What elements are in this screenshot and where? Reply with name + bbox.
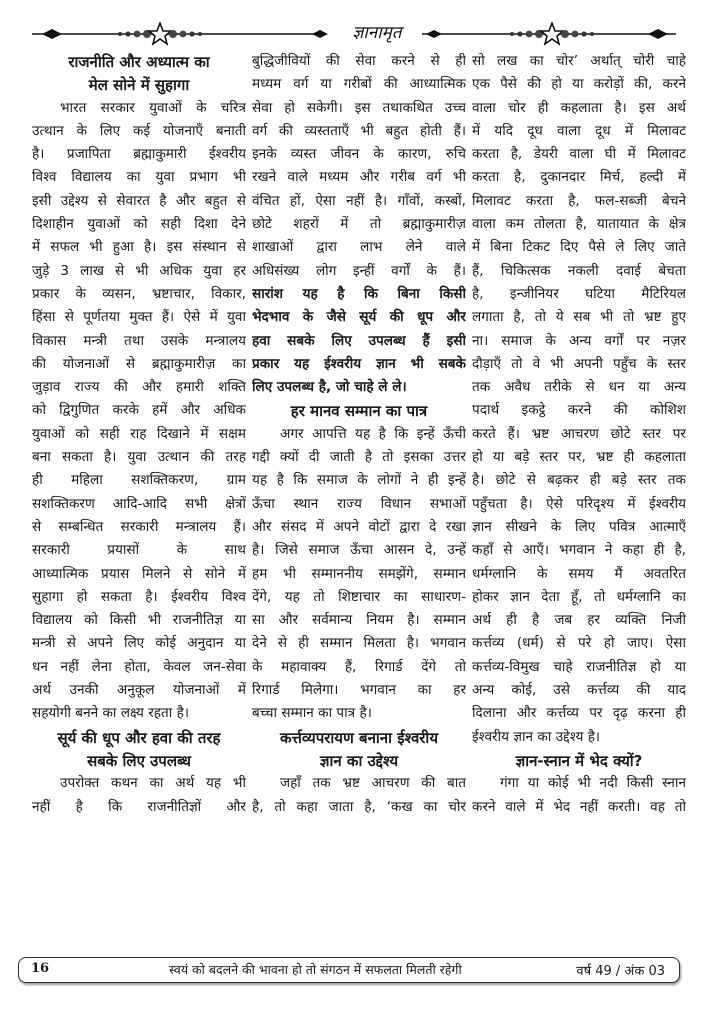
text-line: हिंसा से पूर्णतया मुक्त हैं। ऐसे में युवा <box>32 309 246 326</box>
text-line: भेदभाव के जैसे सूर्य की धूप और <box>252 309 466 326</box>
paragraph-start-line: उपरोक्त कथन का अर्थ यह भी <box>60 775 246 792</box>
section-heading: राजनीति और अध्यात्म का <box>68 53 210 71</box>
text-line: सा और सर्वमान्य नियम है। सम्मान <box>252 612 466 629</box>
text-line: सुहागा हो सकता है। ईश्वरीय विश्व <box>32 588 246 605</box>
column-1 <box>32 50 246 819</box>
text-line: छोटे शहरों में तो ब्रह्माकुमारीज़ <box>252 216 466 233</box>
text-line: ही महिला सशक्तिकरण, ग्राम <box>32 472 246 489</box>
text-line: होकर ज्ञान देता हूँ, तो धर्मग्लानि का <box>472 588 686 605</box>
page-number: 16 <box>31 961 50 976</box>
paragraph-start-line: भारत सरकार युवाओं के चरित्र <box>60 99 246 116</box>
text-line: है, तो कहा जाता है, ‘कख का चोर <box>252 798 466 815</box>
text-line: मिलावट करता है, फल-सब्जी बेचने <box>472 192 686 209</box>
text-line: ना। समाज के अन्य वर्गों पर नज़र <box>472 332 686 349</box>
text-line: विद्यालय को किसी भी राजनीतिज्ञ या <box>32 612 246 629</box>
text-line: के महावाक्य हैं, रिगार्ड देंगे तो <box>252 658 466 675</box>
text-line: करने वाले में भेद नहीं करती। वह तो <box>472 798 686 815</box>
text-line: ईश्वरीय ज्ञान का उद्देश्य है। <box>472 728 601 745</box>
column-2 <box>252 50 466 819</box>
text-line: कर्त्तव्य (धर्म) से परे हो जाए। ऐसा <box>472 635 686 652</box>
text-line: सो लख का चोर’ अर्थात् चोरी चाहे <box>472 53 686 69</box>
text-line: करते हैं। भ्रष्ट आचरण छोटे स्तर पर <box>472 425 686 442</box>
text-line: सारांश यह है कि बिना किसी <box>252 285 466 302</box>
text-line: नहीं है कि राजनीतिज्ञों और <box>32 798 246 815</box>
text-line: अर्थ उनकी अनुकूल योजनाओं में <box>32 682 246 699</box>
text-line: है। छोटे से बढ़कर ही बड़े स्तर तक <box>472 472 686 489</box>
text-line: पहुँचता है। ऐसे परिदृश्य में ईश्वरीय <box>472 495 686 512</box>
text-line: दिलाना और कर्त्तव्य पर दृढ़ करना ही <box>472 705 686 722</box>
text-line: से सम्बन्धित सरकारी मन्त्रालय हैं। <box>32 518 246 535</box>
text-line: में यदि दूध वाला दूध में मिलावट <box>472 122 686 139</box>
text-line: प्रकार के व्यसन, भ्रष्टाचार, विकार, <box>32 285 246 302</box>
text-line: आध्यात्मिक प्रयास मिलने से सोने में <box>32 565 246 582</box>
text-line: करता है, दुकानदार मिर्च, हल्दी में <box>472 169 686 186</box>
text-line: है। जिसे समाज ऊँचा आसन दे, उन्हें <box>252 542 466 559</box>
text-line: करता है, डेयरी वाला घी में मिलावट <box>472 146 686 163</box>
text-line: में सफल भी हुआ है। इस संस्थान से <box>32 239 246 256</box>
section-heading: मेल सोने में सुहागा <box>88 76 190 95</box>
text-line: हैं, चिकित्सक नकली दवाई बेचता <box>472 262 686 279</box>
section-heading: कर्त्तव्यपरायण बनाना ईश्वरीय <box>279 728 439 747</box>
text-line: अन्य कोई, उसे कर्त्तव्य की याद <box>472 682 686 699</box>
text-line: उत्थान के लिए कई योजनाएँ बनाती <box>32 122 246 139</box>
footer-tagline: स्वयं को बदलने की भावना हो तो संगठन में सफलता मिलती रहेगी <box>169 962 462 977</box>
text-line: विश्व विद्यालय का युवा प्रभाग भी <box>32 169 246 186</box>
diamond-icon <box>312 30 328 38</box>
text-line: रिगार्ड मिलेगा। भगवान का हर <box>252 682 466 699</box>
magazine-title: ज्ञानामृत <box>336 22 418 44</box>
text-line: वाला चोर ही कहलाता है। इस अर्थ <box>472 99 686 116</box>
diamond-icon <box>426 30 442 38</box>
text-line: और संसद में अपने वोटों द्वारा दे रखा <box>252 518 466 535</box>
text-line: सेवा हो सकेगी। इस तथाकथित उच्च <box>252 99 466 116</box>
text-line: अधिसंख्य लोग इन्हीं वर्गों के हैं। <box>252 262 466 279</box>
text-line: लिए उपलब्ध है, जो चाहे ले ले। <box>252 379 407 396</box>
text-line: जुड़ाव राज्य की और हमारी शक्ति <box>32 379 246 396</box>
page-header <box>20 22 686 46</box>
text-line: युवाओं को सही राह दिखाने में सक्षम <box>32 425 246 442</box>
text-line: की योजनाओं से ब्रह्माकुमारीज़ का <box>32 355 246 372</box>
section-heading: ज्ञान का उद्देश्य <box>319 751 399 770</box>
column-3 <box>472 50 686 819</box>
text-line: लगाता है, तो ये सब भी तो भ्रष्ट हुए <box>472 309 686 326</box>
text-line: हम भी सम्माननीय समझेंगे, सम्मान <box>252 565 466 582</box>
text-line: वंचित हों, ऐसा नहीं है। गाँवों, कस्बों, <box>252 192 466 209</box>
text-line: तक अवैध तरीके से धन या अन्य <box>472 379 686 396</box>
text-line: इनके व्यस्त जीवन के कारण, रुचि <box>252 146 466 163</box>
text-line: है। प्रजापिता ब्रह्माकुमारी ईश्वरीय <box>32 146 246 163</box>
text-line: सरकारी प्रयासों के साथ <box>32 542 246 559</box>
section-heading: हर मानव सम्मान का पात्र <box>290 402 428 421</box>
text-line: कहाँ से आएँ। भगवान ने कहा ही है, <box>472 542 686 559</box>
text-line: हो या बड़े स्तर पर, भ्रष्ट ही कहलाता <box>472 449 686 466</box>
text-line: एक पैसे की हो या करोड़ों की, करने <box>472 76 686 93</box>
text-line: है, इन्जीनियर घटिया मैटिरियल <box>472 285 686 302</box>
text-line: सशक्तिकरण आदि-आदि सभी क्षेत्रों <box>32 495 246 512</box>
text-line: दौड़ाएँ तो वे भी अपनी पहुँच के स्तर <box>472 355 686 372</box>
diamond-icon <box>648 29 668 39</box>
text-line: मन्त्री से अपने लिए कोई अनुदान या <box>32 635 246 652</box>
section-heading: सूर्य की धूप और हवा की तरह <box>57 728 221 747</box>
section-heading: सबके लिए उपलब्ध <box>87 751 191 770</box>
text-line: रखने वाले मध्यम और गरीब वर्ग भी <box>252 169 466 186</box>
text-line: वाला कम तोलता है, यातायात के क्षेत्र <box>472 216 686 233</box>
text-line: मध्यम वर्ग या गरीबों की आध्यात्मिक <box>252 76 466 93</box>
text-line: देने से ही सम्मान मिलता है। भगवान <box>252 635 466 652</box>
text-line: दिशाहीन युवाओं को सही दिशा देने <box>32 216 246 233</box>
text-line: ज्ञान सीखने के लिए पवित्र आत्माएँ <box>472 518 686 535</box>
text-line: विकास मन्त्री तथा उसके मन्त्रालय <box>32 332 246 349</box>
text-line: यह है कि समाज के लोगों ने ही इन्हें <box>252 472 466 489</box>
text-line: प्रकार यह ईश्वरीय ज्ञान भी सबके <box>252 355 466 372</box>
text-line: धर्मग्लानि के समय मैं अवतरित <box>472 565 686 582</box>
text-line: हवा सबके लिए उपलब्ध हैं इसी <box>252 332 466 349</box>
paragraph-start-line: जहाँ तक भ्रष्ट आचरण की बात <box>280 775 466 792</box>
text-line: गद्दी क्यों दी जाती है तो इसका उत्तर <box>252 449 466 466</box>
text-line: वर्ग की व्यस्तताएँ भी बहुत होती हैं। <box>252 122 466 139</box>
diamond-icon <box>42 29 62 39</box>
paragraph-start-line: अगर आपत्ति यह है कि इन्हें ऊँची <box>280 425 466 442</box>
text-line: देंगे, यह तो शिष्टाचार का साधारण- <box>252 588 466 605</box>
page-footer <box>18 957 680 983</box>
text-line: बुद्धिजीवियों की सेवा करने से ही <box>252 53 466 69</box>
text-line: बच्चा सम्मान का पात्र है। <box>252 705 372 722</box>
text-line: में बिना टिकट दिए पैसे ले लिए जाते <box>472 239 686 256</box>
text-line: अर्थ ही है जब हर व्यक्ति निजी <box>472 612 686 629</box>
text-line: धन नहीं लेना होता, केवल जन-सेवा <box>32 658 246 675</box>
issue-info: वर्ष 49 / अंक 03 <box>576 964 665 979</box>
section-heading: ज्ञान-स्नान में भेद क्यों? <box>515 751 643 770</box>
text-line: को द्विगुणित करके हमें और अधिक <box>32 402 246 419</box>
text-line: इसी उद्देश्य से सेवारत है और बहुत से <box>32 192 246 209</box>
text-line: पदार्थ इकट्ठे करने की कोशिश <box>472 402 686 419</box>
text-line: ऊँचा स्थान राज्य विधान सभाओं <box>252 495 466 512</box>
text-line: सहयोगी बनने का लक्ष्य रहता है। <box>32 705 189 722</box>
text-line: जुड़े 3 लाख से भी अधिक युवा हर <box>32 262 246 279</box>
paragraph-start-line: गंगा या कोई भी नदी किसी स्नान <box>500 775 686 792</box>
text-line: कर्त्तव्य-विमुख चाहे राजनीतिज्ञ हो या <box>472 658 686 675</box>
text-line: बना सकता है। युवा उत्थान की तरह <box>32 449 246 466</box>
text-line: शाखाओं द्वारा लाभ लेने वाले <box>252 239 466 256</box>
